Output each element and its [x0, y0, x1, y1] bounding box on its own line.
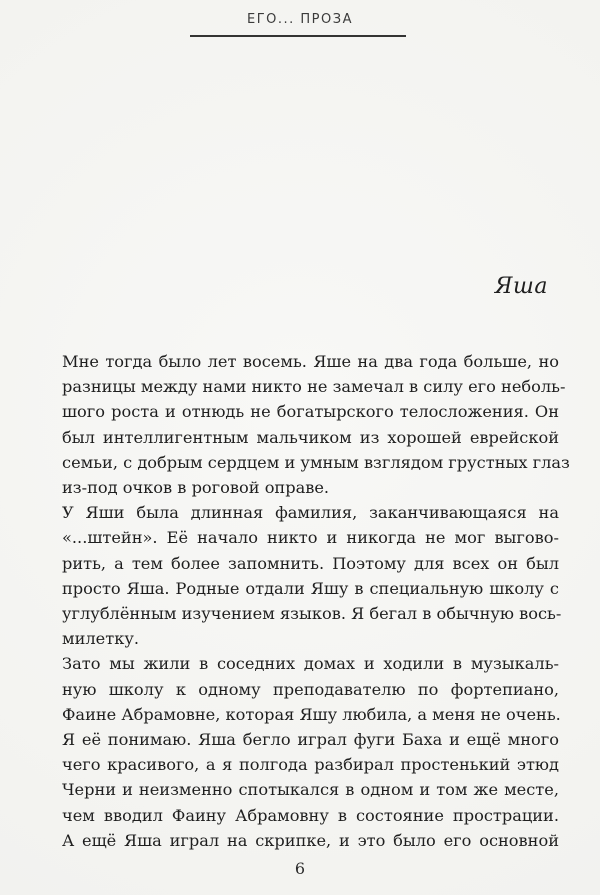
text-line: из-под очков в роговой оправе.: [62, 478, 330, 498]
text-line: А ещё Яша играл на скрипке, и это было его основной: [62, 830, 559, 850]
text-line: Фаине Абрамовне, которая Яшу любила, а меня не очень.: [62, 704, 561, 724]
text-line: чего красивого, а я полгода разбирал простенький этюд: [62, 755, 559, 775]
running-head: ЕГО... ПРОЗА: [247, 12, 353, 27]
text-line: У Яши была длинная фамилия, заканчивающаяся на: [62, 503, 559, 523]
paragraph-1: [62, 349, 570, 500]
text-line: Мне тогда было лет восемь. Яше на два года больше, но: [62, 352, 559, 371]
text-line: милетку.: [62, 629, 139, 649]
paragraph-3: [62, 651, 559, 853]
text-line: углублённым изучением языков. Я бегал в обычную вось-: [62, 604, 562, 624]
text-line: Зато мы жили в соседних домах и ходили в музыкаль-: [62, 654, 559, 674]
body-text: [62, 349, 570, 853]
text-line: Черни и неизменно спотыкался в одном и том же месте,: [62, 780, 559, 800]
text-line: чем вводил Фаину Абрамовну в состояние прострации.: [62, 805, 559, 825]
text-line: шого роста и отнюдь не богатырского телосложения. Он: [62, 402, 559, 422]
text-line: просто Яша. Родные отдали Яшу в специальную школу с: [62, 578, 559, 598]
text-line: был интеллигентным мальчиком из хорошей еврейской: [62, 427, 559, 447]
text-line: рить, а тем более запомнить. Поэтому для всех он был: [62, 553, 559, 573]
page-number: 6: [294, 859, 306, 878]
text-line: «...штейн». Её начало никто и никогда не мог выгово-: [62, 528, 559, 548]
text-line: Я её понимаю. Яша бегло играл фуги Баха и ещё много: [62, 730, 559, 750]
text-line: разницы между нами никто не замечал в силу его неболь-: [62, 377, 566, 397]
chapter-title: Яша: [494, 274, 548, 299]
text-line: семьи, с добрым сердцем и умным взглядом грустных глаз: [62, 452, 570, 472]
header-rule: [190, 35, 406, 37]
text-line: ную школу к одному преподавателю по фортепиано,: [62, 679, 559, 699]
paragraph-2: [62, 500, 562, 651]
